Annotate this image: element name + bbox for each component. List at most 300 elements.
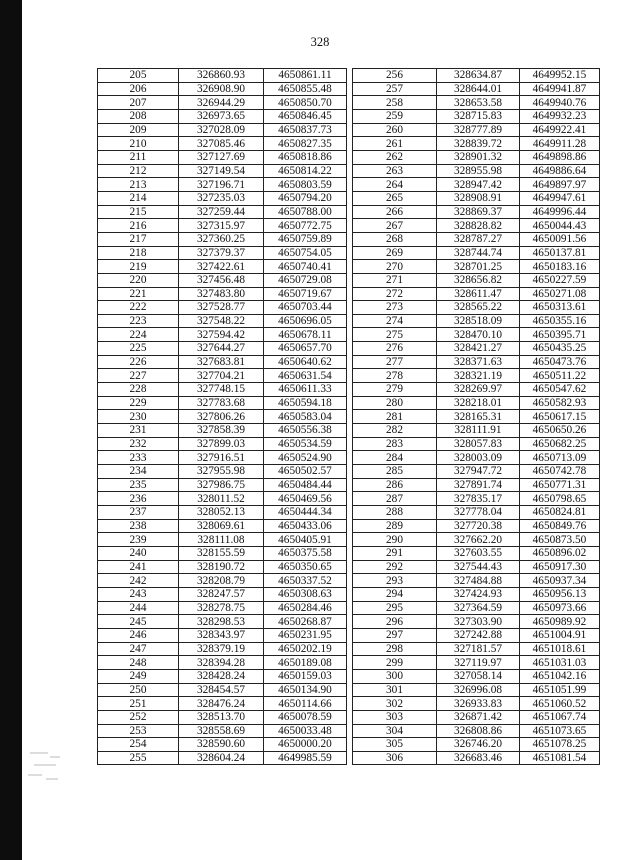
table-body-right [353,69,600,765]
table-row [98,738,347,752]
table-row [353,150,600,164]
table-row [98,574,347,588]
point-number-cell: 286 [353,478,437,492]
table-row [98,656,347,670]
y-coordinate-cell: 4651031.03 [520,656,600,670]
point-number-cell: 239 [98,533,179,547]
x-coordinate-cell: 326944.29 [179,96,264,110]
table-row [98,178,347,192]
x-coordinate-cell: 328343.97 [179,628,264,642]
x-coordinate-cell: 328190.72 [179,560,264,574]
table-row [98,137,347,151]
x-coordinate-cell: 326908.90 [179,82,264,96]
x-coordinate-cell: 326683.46 [437,751,520,765]
point-number-cell: 236 [98,492,179,506]
table-row [98,751,347,765]
y-coordinate-cell: 4650740.41 [264,260,347,274]
point-number-cell: 222 [98,301,179,315]
y-coordinate-cell: 4650713.09 [520,451,600,465]
table-row [353,492,600,506]
y-coordinate-cell: 4650849.76 [520,519,600,533]
table-row [98,246,347,260]
y-coordinate-cell: 4649952.15 [520,69,600,83]
y-coordinate-cell: 4650682.25 [520,437,600,451]
y-coordinate-cell: 4650473.76 [520,355,600,369]
table-row [98,724,347,738]
y-coordinate-cell: 4650469.56 [264,492,347,506]
table-row [98,287,347,301]
y-coordinate-cell: 4650350.65 [264,560,347,574]
table-row [353,560,600,574]
y-coordinate-cell: 4650114.66 [264,697,347,711]
x-coordinate-cell: 327783.68 [179,396,264,410]
x-coordinate-cell: 326860.93 [179,69,264,83]
x-coordinate-cell: 327603.55 [437,546,520,560]
y-coordinate-cell: 4650798.65 [520,492,600,506]
table-row [353,287,600,301]
point-number-cell: 229 [98,396,179,410]
table-row [98,150,347,164]
table-row [98,219,347,233]
table-row [353,656,600,670]
y-coordinate-cell: 4649932.23 [520,109,600,123]
table-row [353,178,600,192]
x-coordinate-cell: 328421.27 [437,342,520,356]
point-number-cell: 262 [353,150,437,164]
x-coordinate-cell: 328701.25 [437,260,520,274]
table-row [98,82,347,96]
point-number-cell: 245 [98,615,179,629]
x-coordinate-cell: 328003.09 [437,451,520,465]
y-coordinate-cell: 4650973.66 [520,601,600,615]
x-coordinate-cell: 327259.44 [179,205,264,219]
y-coordinate-cell: 4650617.15 [520,410,600,424]
table-row [98,191,347,205]
table-row [353,301,600,315]
point-number-cell: 304 [353,724,437,738]
y-coordinate-cell: 4650337.52 [264,574,347,588]
x-coordinate-cell: 328839.72 [437,137,520,151]
y-coordinate-cell: 4650896.02 [520,546,600,560]
y-coordinate-cell: 4650444.34 [264,506,347,520]
x-coordinate-cell: 328947.42 [437,178,520,192]
point-number-cell: 294 [353,587,437,601]
y-coordinate-cell: 4649996.44 [520,205,600,219]
point-number-cell: 253 [98,724,179,738]
y-coordinate-cell: 4650917.30 [520,560,600,574]
point-number-cell: 283 [353,437,437,451]
y-coordinate-cell: 4650640.62 [264,355,347,369]
point-number-cell: 216 [98,219,179,233]
point-number-cell: 276 [353,342,437,356]
y-coordinate-cell: 4650308.63 [264,587,347,601]
x-coordinate-cell: 326808.86 [437,724,520,738]
y-coordinate-cell: 4651018.61 [520,642,600,656]
x-coordinate-cell: 328869.37 [437,205,520,219]
point-number-cell: 266 [353,205,437,219]
x-coordinate-cell: 328744.74 [437,246,520,260]
y-coordinate-cell: 4651078.25 [520,738,600,752]
table-row [98,355,347,369]
point-number-cell: 267 [353,219,437,233]
x-coordinate-cell: 327085.46 [179,137,264,151]
point-number-cell: 251 [98,697,179,711]
y-coordinate-cell: 4650827.35 [264,137,347,151]
y-coordinate-cell: 4650435.25 [520,342,600,356]
point-number-cell: 240 [98,546,179,560]
table-row [353,724,600,738]
y-coordinate-cell: 4650611.33 [264,383,347,397]
point-number-cell: 289 [353,519,437,533]
x-coordinate-cell: 327149.54 [179,164,264,178]
x-coordinate-cell: 327955.98 [179,465,264,479]
point-number-cell: 214 [98,191,179,205]
y-coordinate-cell: 4650696.05 [264,314,347,328]
table-row [98,164,347,178]
table-row [98,492,347,506]
point-number-cell: 243 [98,587,179,601]
point-number-cell: 269 [353,246,437,260]
table-row [98,669,347,683]
x-coordinate-cell: 327456.48 [179,273,264,287]
table-row [98,205,347,219]
x-coordinate-cell: 328428.24 [179,669,264,683]
point-number-cell: 271 [353,273,437,287]
point-number-cell: 297 [353,628,437,642]
y-coordinate-cell: 4650824.81 [520,506,600,520]
point-number-cell: 298 [353,642,437,656]
table-row [353,683,600,697]
point-number-cell: 293 [353,574,437,588]
point-number-cell: 260 [353,123,437,137]
x-coordinate-cell: 327778.04 [437,506,520,520]
y-coordinate-cell: 4650771.31 [520,478,600,492]
table-row [353,342,600,356]
x-coordinate-cell: 328011.52 [179,492,264,506]
point-number-cell: 303 [353,710,437,724]
point-number-cell: 272 [353,287,437,301]
table-row [353,328,600,342]
table-row [98,451,347,465]
x-coordinate-cell: 327662.20 [437,533,520,547]
point-number-cell: 247 [98,642,179,656]
point-number-cell: 299 [353,656,437,670]
x-coordinate-cell: 327119.97 [437,656,520,670]
y-coordinate-cell: 4650137.81 [520,246,600,260]
x-coordinate-cell: 328278.75 [179,601,264,615]
table-row [353,465,600,479]
x-coordinate-cell: 327899.03 [179,437,264,451]
x-coordinate-cell: 328715.83 [437,109,520,123]
table-row [353,437,600,451]
x-coordinate-cell: 327544.43 [437,560,520,574]
point-number-cell: 261 [353,137,437,151]
x-coordinate-cell: 328298.53 [179,615,264,629]
y-coordinate-cell: 4650937.34 [520,574,600,588]
table-row [353,615,600,629]
y-coordinate-cell: 4650850.70 [264,96,347,110]
y-coordinate-cell: 4649940.76 [520,96,600,110]
point-number-cell: 209 [98,123,179,137]
point-number-cell: 290 [353,533,437,547]
point-number-cell: 235 [98,478,179,492]
y-coordinate-cell: 4650484.44 [264,478,347,492]
table-row [98,328,347,342]
y-coordinate-cell: 4650703.44 [264,301,347,315]
x-coordinate-cell: 328513.70 [179,710,264,724]
point-number-cell: 211 [98,150,179,164]
x-coordinate-cell: 327835.17 [437,492,520,506]
point-number-cell: 259 [353,109,437,123]
y-coordinate-cell: 4650729.08 [264,273,347,287]
x-coordinate-cell: 328604.24 [179,751,264,765]
point-number-cell: 238 [98,519,179,533]
table-row [98,69,347,83]
y-coordinate-cell: 4650873.50 [520,533,600,547]
x-coordinate-cell: 328218.01 [437,396,520,410]
y-coordinate-cell: 4649985.59 [264,751,347,765]
x-coordinate-cell: 328394.28 [179,656,264,670]
table-row [353,164,600,178]
table-row [98,560,347,574]
table-row [353,314,600,328]
table-row [353,260,600,274]
x-coordinate-cell: 326871.42 [437,710,520,724]
table-row [353,123,600,137]
x-coordinate-cell: 327379.37 [179,246,264,260]
table-row [353,587,600,601]
x-coordinate-cell: 327235.03 [179,191,264,205]
x-coordinate-cell: 328787.27 [437,232,520,246]
y-coordinate-cell: 4650719.67 [264,287,347,301]
table-row [353,69,600,83]
x-coordinate-cell: 328165.31 [437,410,520,424]
point-number-cell: 306 [353,751,437,765]
point-number-cell: 278 [353,369,437,383]
page-number: 328 [310,35,330,49]
point-number-cell: 292 [353,560,437,574]
x-coordinate-cell: 328321.19 [437,369,520,383]
y-coordinate-cell: 4651067.74 [520,710,600,724]
y-coordinate-cell: 4650183.16 [520,260,600,274]
y-coordinate-cell: 4650582.93 [520,396,600,410]
y-coordinate-cell: 4650395.71 [520,328,600,342]
y-coordinate-cell: 4650268.87 [264,615,347,629]
y-coordinate-cell: 4650772.75 [264,219,347,233]
coordinates-table-right [352,68,600,765]
point-number-cell: 221 [98,287,179,301]
point-number-cell: 242 [98,574,179,588]
point-number-cell: 241 [98,560,179,574]
y-coordinate-cell: 4649941.87 [520,82,600,96]
table-row [98,533,347,547]
x-coordinate-cell: 328634.87 [437,69,520,83]
x-coordinate-cell: 327364.59 [437,601,520,615]
point-number-cell: 277 [353,355,437,369]
x-coordinate-cell: 327528.77 [179,301,264,315]
point-number-cell: 300 [353,669,437,683]
table-row [98,697,347,711]
x-coordinate-cell: 328470.10 [437,328,520,342]
x-coordinate-cell: 327947.72 [437,465,520,479]
table-row [98,260,347,274]
point-number-cell: 295 [353,601,437,615]
y-coordinate-cell: 4650788.00 [264,205,347,219]
x-coordinate-cell: 328269.97 [437,383,520,397]
y-coordinate-cell: 4651051.99 [520,683,600,697]
point-number-cell: 231 [98,424,179,438]
point-number-cell: 291 [353,546,437,560]
table-row [98,96,347,110]
table-row [353,697,600,711]
point-number-cell: 281 [353,410,437,424]
y-coordinate-cell: 4650231.95 [264,628,347,642]
y-coordinate-cell: 4650271.08 [520,287,600,301]
point-number-cell: 218 [98,246,179,260]
y-coordinate-cell: 4649898.86 [520,150,600,164]
point-number-cell: 305 [353,738,437,752]
table-row [98,109,347,123]
y-coordinate-cell: 4650202.19 [264,642,347,656]
point-number-cell: 265 [353,191,437,205]
table-row [98,710,347,724]
y-coordinate-cell: 4650846.45 [264,109,347,123]
y-coordinate-cell: 4649947.61 [520,191,600,205]
point-number-cell: 258 [353,96,437,110]
point-number-cell: 252 [98,710,179,724]
point-number-cell: 225 [98,342,179,356]
y-coordinate-cell: 4650956.13 [520,587,600,601]
point-number-cell: 284 [353,451,437,465]
y-coordinate-cell: 4650650.26 [520,424,600,438]
table-row [98,424,347,438]
point-number-cell: 237 [98,506,179,520]
x-coordinate-cell: 327644.27 [179,342,264,356]
coordinates-table-left [97,68,347,765]
y-coordinate-cell: 4650818.86 [264,150,347,164]
x-coordinate-cell: 328371.63 [437,355,520,369]
y-coordinate-cell: 4651081.54 [520,751,600,765]
point-number-cell: 296 [353,615,437,629]
x-coordinate-cell: 328644.01 [437,82,520,96]
x-coordinate-cell: 327424.93 [437,587,520,601]
x-coordinate-cell: 327058.14 [437,669,520,683]
y-coordinate-cell: 4650814.22 [264,164,347,178]
table-row [353,478,600,492]
table-row [353,574,600,588]
table-row [353,137,600,151]
x-coordinate-cell: 327916.51 [179,451,264,465]
table-row [353,410,600,424]
point-number-cell: 288 [353,506,437,520]
y-coordinate-cell: 4650524.90 [264,451,347,465]
x-coordinate-cell: 328454.57 [179,683,264,697]
x-coordinate-cell: 328828.82 [437,219,520,233]
point-number-cell: 254 [98,738,179,752]
x-coordinate-cell: 328565.22 [437,301,520,315]
point-number-cell: 302 [353,697,437,711]
table-row [353,82,600,96]
point-number-cell: 301 [353,683,437,697]
table-row [98,601,347,615]
y-coordinate-cell: 4650091.56 [520,232,600,246]
point-number-cell: 230 [98,410,179,424]
point-number-cell: 263 [353,164,437,178]
x-coordinate-cell: 328518.09 [437,314,520,328]
x-coordinate-cell: 327028.09 [179,123,264,137]
x-coordinate-cell: 328955.98 [437,164,520,178]
table-row [98,396,347,410]
point-number-cell: 205 [98,69,179,83]
point-number-cell: 257 [353,82,437,96]
table-row [98,642,347,656]
point-number-cell: 228 [98,383,179,397]
y-coordinate-cell: 4650794.20 [264,191,347,205]
x-coordinate-cell: 327683.81 [179,355,264,369]
point-number-cell: 255 [98,751,179,765]
y-coordinate-cell: 4649922.41 [520,123,600,137]
x-coordinate-cell: 328155.59 [179,546,264,560]
x-coordinate-cell: 328611.47 [437,287,520,301]
table-row [98,410,347,424]
point-number-cell: 224 [98,328,179,342]
x-coordinate-cell: 326746.20 [437,738,520,752]
y-coordinate-cell: 4650861.11 [264,69,347,83]
x-coordinate-cell: 327242.88 [437,628,520,642]
point-number-cell: 215 [98,205,179,219]
y-coordinate-cell: 4650754.05 [264,246,347,260]
table-row [353,232,600,246]
table-row [353,109,600,123]
table-row [98,465,347,479]
y-coordinate-cell: 4650134.90 [264,683,347,697]
y-coordinate-cell: 4650583.04 [264,410,347,424]
table-row [98,314,347,328]
y-coordinate-cell: 4650657.70 [264,342,347,356]
table-row [98,273,347,287]
y-coordinate-cell: 4650000.20 [264,738,347,752]
y-coordinate-cell: 4650227.59 [520,273,600,287]
table-body-left [98,69,347,765]
point-number-cell: 234 [98,465,179,479]
x-coordinate-cell: 328908.91 [437,191,520,205]
y-coordinate-cell: 4650556.38 [264,424,347,438]
point-number-cell: 279 [353,383,437,397]
y-coordinate-cell: 4650803.59 [264,178,347,192]
y-coordinate-cell: 4651004.91 [520,628,600,642]
point-number-cell: 256 [353,69,437,83]
table-row [98,506,347,520]
y-coordinate-cell: 4650313.61 [520,301,600,315]
x-coordinate-cell: 326996.08 [437,683,520,697]
x-coordinate-cell: 327303.90 [437,615,520,629]
point-number-cell: 287 [353,492,437,506]
point-number-cell: 282 [353,424,437,438]
table-row [98,628,347,642]
x-coordinate-cell: 328111.08 [179,533,264,547]
scan-noise-mark [26,748,86,788]
y-coordinate-cell: 4651060.52 [520,697,600,711]
table-row [353,219,600,233]
x-coordinate-cell: 327704.21 [179,369,264,383]
y-coordinate-cell: 4650375.58 [264,546,347,560]
y-coordinate-cell: 4650631.54 [264,369,347,383]
table-row [353,546,600,560]
table-row [98,369,347,383]
y-coordinate-cell: 4650547.62 [520,383,600,397]
y-coordinate-cell: 4650284.46 [264,601,347,615]
table-row [353,355,600,369]
